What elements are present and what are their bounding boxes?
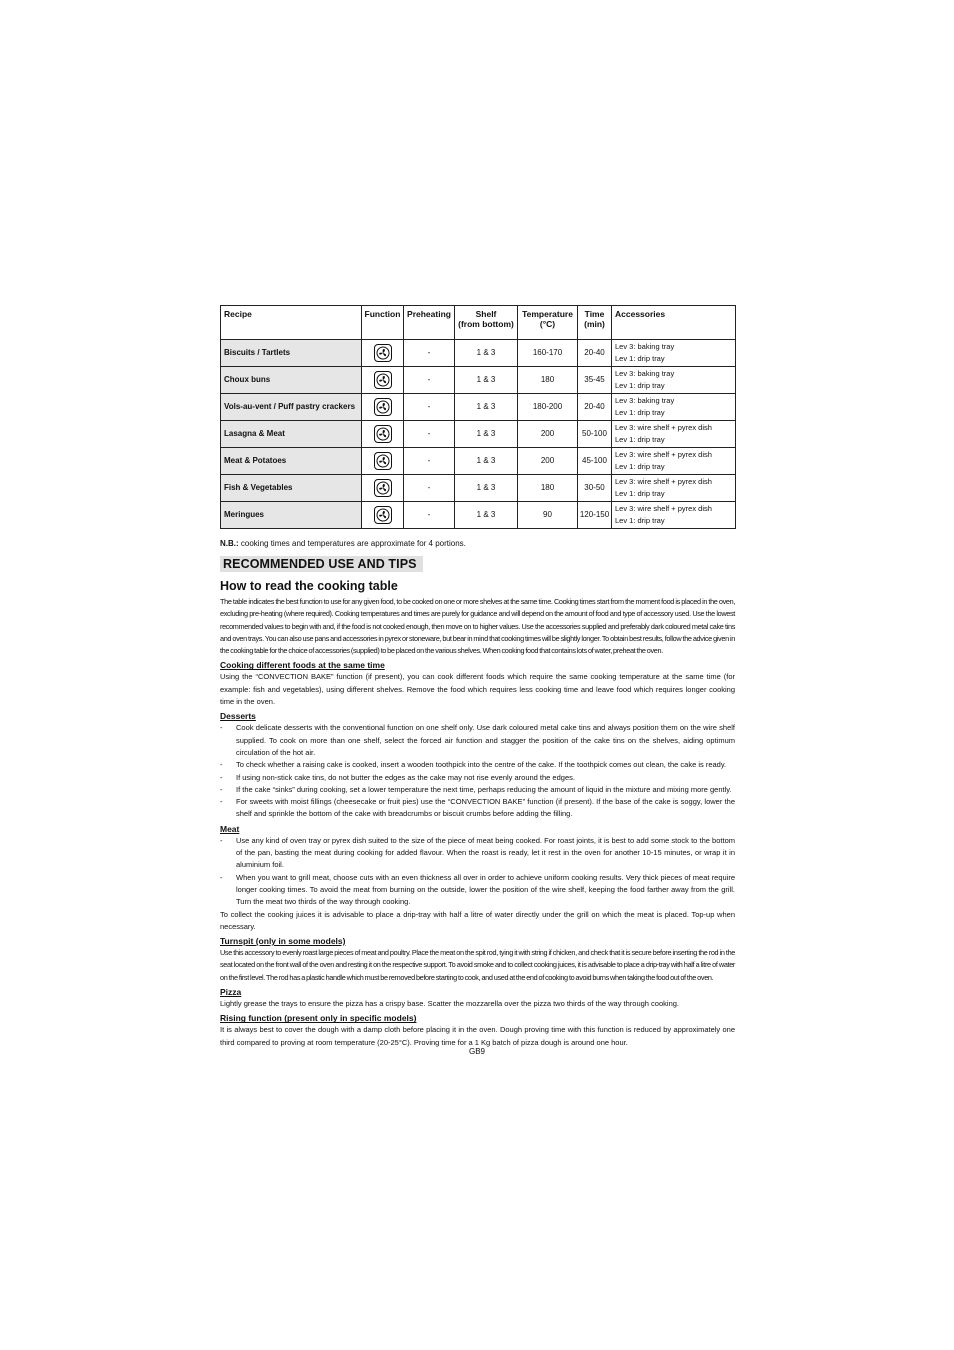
turnspit-title: Turnspit (only in some models) bbox=[220, 936, 346, 947]
cell-recipe: Lasagna & Meat bbox=[221, 421, 362, 448]
table-body bbox=[221, 340, 736, 529]
table-row bbox=[221, 421, 736, 448]
cell-temperature: 90 bbox=[518, 502, 578, 529]
note-label: N.B.: bbox=[220, 539, 239, 548]
cell-time: 30-50 bbox=[578, 475, 612, 502]
convection-fan-icon bbox=[374, 425, 392, 443]
cell-function bbox=[362, 421, 404, 448]
cell-preheating: - bbox=[404, 475, 455, 502]
cell-recipe: Fish & Vegetables bbox=[221, 475, 362, 502]
list-item: - When you want to grill meat, choose cuts with an even thickness all over in order to achieve uniform cooking results. Very thick pieces of meat require longer cooking times. To avoid the meat from burning on the outside, lower the position of the wire shelf, keeping the food farther away from the grill. Turn the meat two thirds of the way through cooking. bbox=[220, 872, 735, 909]
rising-title: Rising function (present only in specific models) bbox=[220, 1013, 417, 1024]
accessory-line: Lev 1: drip tray bbox=[615, 489, 665, 498]
cooking-table bbox=[220, 305, 736, 529]
cell-function bbox=[362, 340, 404, 367]
table-row bbox=[221, 340, 736, 367]
cell-time: 50-100 bbox=[578, 421, 612, 448]
convection-fan-icon bbox=[374, 452, 392, 470]
different-foods-text: Using the “CONVECTION BAKE” function (if present), you can cook different foods which require the same cooking temperature at the same time (for example: fish and vegetables), using different shelves. Remove the food which requires less cooking time and leave food which requires longer cooking time in the oven. bbox=[220, 672, 735, 707]
table-row bbox=[221, 394, 736, 421]
accessory-line: Lev 3: wire shelf + pyrex dish bbox=[615, 504, 712, 513]
cell-accessories bbox=[612, 448, 736, 475]
cell-preheating: - bbox=[404, 421, 455, 448]
desserts-title: Desserts bbox=[220, 711, 256, 722]
pizza-text: Lightly grease the trays to ensure the pizza has a crispy base. Scatter the mozzarella over the pizza two thirds of the way through cooking. bbox=[220, 999, 679, 1009]
list-item: - Cook delicate desserts with the conventional function on one shelf only. Use dark coloured metal cake tins and always position them on the wire shelf supplied. To cook on more than one shelf, select the forced air function and stagger the position of the cake tins on the shelves, aiding optimum circulation of the hot air. bbox=[220, 722, 735, 759]
meat-after-text: To collect the cooking juices it is advisable to place a drip-tray with half a litre of water directly under the grill on which the meat is placed. Top-up when necessary. bbox=[220, 909, 735, 931]
cell-time: 20-40 bbox=[578, 340, 612, 367]
turnspit-text: Use this accessory to evenly roast large pieces of meat and poultry. Place the meat on the spit rod, tying it with string if chicken, and check that it is secure before inserting the rod in the seat located on the front wall of the oven and resting it on the respective support. To avoid smoke and to collect cooking juices, it is advisable to place a drip-tray with half a litre of water on the first level. The rod has a plastic handle which must be removed before starting to cook, and used at the end of cooking to avoid burns when taking the food out of the oven. bbox=[220, 948, 735, 982]
list-item: - Use any kind of oven tray or pyrex dish suited to the size of the piece of meat being cooked. For roast joints, it is best to add some stock to the bottom of the pan, basting the meat during cooking for added flavour. When the roast is ready, let it rest in the oven for another 10-15 minutes, or wrap it in aluminium foil. bbox=[220, 835, 735, 872]
cell-recipe: Meat & Potatoes bbox=[221, 448, 362, 475]
header-time bbox=[578, 306, 612, 340]
cell-accessories bbox=[612, 421, 736, 448]
accessory-line: Lev 3: wire shelf + pyrex dish bbox=[615, 477, 712, 486]
meat-title: Meat bbox=[220, 823, 240, 834]
cell-accessories bbox=[612, 394, 736, 421]
list-item: - If using non-stick cake tins, do not butter the edges as the cake may not rise evenly around the edges. bbox=[220, 772, 735, 784]
cell-shelf: 1 & 3 bbox=[455, 448, 518, 475]
cell-temperature: 180 bbox=[518, 475, 578, 502]
how-to-title: How to read the cooking table bbox=[220, 579, 398, 593]
accessory-line: Lev 3: wire shelf + pyrex dish bbox=[615, 450, 712, 459]
cell-shelf: 1 & 3 bbox=[455, 421, 518, 448]
cell-time: 35-45 bbox=[578, 367, 612, 394]
accessory-line: Lev 3: baking tray bbox=[615, 369, 675, 378]
cell-accessories bbox=[612, 367, 736, 394]
cell-accessories bbox=[612, 340, 736, 367]
cell-time: 20-40 bbox=[578, 394, 612, 421]
cell-shelf: 1 & 3 bbox=[455, 367, 518, 394]
cell-accessories bbox=[612, 502, 736, 529]
cell-time: 120-150 bbox=[578, 502, 612, 529]
cell-preheating: - bbox=[404, 502, 455, 529]
header-temp-line2: (°C) bbox=[539, 319, 556, 330]
accessory-line: Lev 1: drip tray bbox=[615, 516, 665, 525]
note-text: cooking times and temperatures are approximate for 4 portions. bbox=[238, 539, 466, 548]
cell-time: 45-100 bbox=[578, 448, 612, 475]
header-function: Function bbox=[362, 306, 404, 340]
cell-shelf: 1 & 3 bbox=[455, 340, 518, 367]
rising-text: It is always best to cover the dough with a damp cloth before placing it in the oven. Dough proving time with this function is reduced by approximately one third compared to proving at room temperature (20-25°C). Proving time for a 1 Kg batch of pizza dough is around one hour. bbox=[220, 1025, 735, 1047]
cell-shelf: 1 & 3 bbox=[455, 394, 518, 421]
cell-temperature: 200 bbox=[518, 421, 578, 448]
header-shelf-line2: (from bottom) bbox=[458, 319, 514, 330]
convection-fan-icon bbox=[374, 398, 392, 416]
cell-temperature: 160-170 bbox=[518, 340, 578, 367]
accessory-line: Lev 3: baking tray bbox=[615, 342, 675, 351]
list-item: - For sweets with moist fillings (cheesecake or fruit pies) use the “CONVECTION BAKE” function (if present). If the base of the cake is soggy, lower the shelf and sprinkle the bottom of the cake with breadcrumbs or biscuit crumbs before adding the filling. bbox=[220, 796, 735, 821]
header-time-line2: (min) bbox=[584, 319, 605, 330]
convection-fan-icon bbox=[374, 371, 392, 389]
table-row bbox=[221, 367, 736, 394]
accessory-line: Lev 3: baking tray bbox=[615, 396, 675, 405]
cell-preheating: - bbox=[404, 367, 455, 394]
accessory-line: Lev 3: wire shelf + pyrex dish bbox=[615, 423, 712, 432]
cell-shelf: 1 & 3 bbox=[455, 502, 518, 529]
convection-fan-icon bbox=[374, 344, 392, 362]
page-content bbox=[220, 305, 735, 1049]
desserts-list bbox=[220, 722, 735, 820]
section-title: RECOMMENDED USE AND TIPS bbox=[220, 556, 423, 572]
header-temperature bbox=[518, 306, 578, 340]
different-foods-title: Cooking different foods at the same time bbox=[220, 660, 385, 671]
header-accessories: Accessories bbox=[612, 306, 736, 340]
cell-temperature: 200 bbox=[518, 448, 578, 475]
header-shelf-line1: Shelf bbox=[475, 309, 497, 319]
table-row bbox=[221, 448, 736, 475]
cell-shelf: 1 & 3 bbox=[455, 475, 518, 502]
table-row bbox=[221, 475, 736, 502]
cell-recipe: Biscuits / Tartlets bbox=[221, 340, 362, 367]
cell-recipe: Choux buns bbox=[221, 367, 362, 394]
accessory-line: Lev 1: drip tray bbox=[615, 408, 665, 417]
pizza-title: Pizza bbox=[220, 987, 242, 998]
table-row bbox=[221, 502, 736, 529]
cell-function bbox=[362, 475, 404, 502]
cell-preheating: - bbox=[404, 340, 455, 367]
cell-preheating: - bbox=[404, 394, 455, 421]
cell-recipe: Meringues bbox=[221, 502, 362, 529]
cell-function bbox=[362, 502, 404, 529]
header-shelf bbox=[455, 306, 518, 340]
accessory-line: Lev 1: drip tray bbox=[615, 354, 665, 363]
note bbox=[220, 539, 735, 548]
accessory-line: Lev 1: drip tray bbox=[615, 381, 665, 390]
cell-function bbox=[362, 394, 404, 421]
header-recipe: Recipe bbox=[221, 306, 362, 340]
header-preheating: Preheating bbox=[404, 306, 455, 340]
cell-temperature: 180 bbox=[518, 367, 578, 394]
accessory-line: Lev 1: drip tray bbox=[615, 435, 665, 444]
cell-preheating: - bbox=[404, 448, 455, 475]
page-number: GB9 bbox=[468, 1047, 485, 1056]
list-item: - If the cake “sinks” during cooking, set a lower temperature the next time, perhaps reducing the amount of liquid in the mixture and mixing more gently. bbox=[220, 784, 735, 796]
header-time-line1: Time bbox=[584, 309, 605, 319]
meat-list bbox=[220, 835, 735, 909]
table-header-row bbox=[221, 306, 736, 340]
header-temp-line1: Temperature bbox=[522, 309, 573, 319]
cell-accessories bbox=[612, 475, 736, 502]
convection-fan-icon bbox=[374, 479, 392, 497]
list-item: - To check whether a raising cake is cooked, insert a wooden toothpick into the centre of the cake. If the toothpick comes out clean, the cake is ready. bbox=[220, 759, 735, 771]
cell-recipe: Vols-au-vent / Puff pastry crackers bbox=[221, 394, 362, 421]
how-to-text: The table indicates the best function to use for any given food, to be cooked on one or more shelves at the same time. Cooking times start from the moment food is placed in the oven, excluding pre-heating (where required). Cooking temperatures and times are purely for guidance and will depend on the amount of food and type of accessory used. Use the lowest recommended values to begin with and, if the food is not cooked enough, then move on to higher values. Use the accessories supplied and preferably dark coloured metal cake tins and oven trays. You can also use pans and accessories in pyrex or stoneware, but bear in mind that cooking times will be slightly longer. To obtain best results, follow the advice given in the cooking table for the choice of accessories (supplied) to be placed on the various shelves. When cooking food that contains lots of water, preheat the oven. bbox=[220, 597, 735, 656]
cell-temperature: 180-200 bbox=[518, 394, 578, 421]
cell-function bbox=[362, 448, 404, 475]
cell-function bbox=[362, 367, 404, 394]
convection-fan-icon bbox=[374, 506, 392, 524]
accessory-line: Lev 1: drip tray bbox=[615, 462, 665, 471]
